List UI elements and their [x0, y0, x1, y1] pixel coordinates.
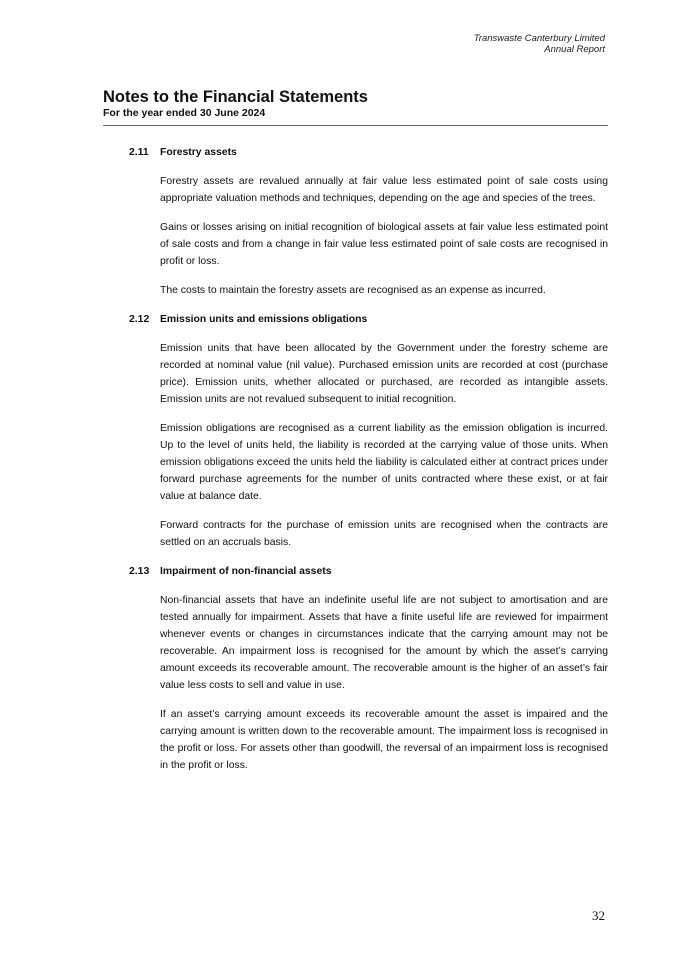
section-title: Impairment of non-financial assets — [160, 566, 332, 577]
section-emission-units — [103, 311, 608, 551]
section-number: 2.13 — [129, 566, 150, 577]
paragraph: Forward contracts for the purchase of emission units are recognised when the contracts are settled on an accruals basis. — [160, 520, 608, 548]
paragraph: Non-financial assets that have an indefinite useful life are not subject to amortisation and are tested annually for impairment. Assets that have a finite useful life are reviewed for impairment whenever events or changes in circumstances indicate that the carrying amount may not be recoverable. An impairment loss is recognised for the amount by which the asset’s carrying amount exceeds its recoverable amount. The recoverable amount is the higher of an asset’s fair value less costs to sell and value in use. — [160, 595, 608, 691]
page-number: 32 — [592, 908, 605, 923]
section-impairment — [103, 563, 608, 774]
company-name: Transwaste Canterbury Limited — [473, 33, 605, 44]
paragraph: Forestry assets are revalued annually at fair value less estimated point of sale costs using appropriate valuation methods and techniques, depending on the age and species of the trees. — [160, 176, 608, 204]
page-subtitle: For the year ended 30 June 2024 — [103, 107, 266, 119]
notes-content — [103, 144, 608, 786]
paragraph: Gains or losses arising on initial recognition of biological assets at fair value less estimated point of sale costs and from a change in fair value less estimated point of sale costs are recognised in profit or loss. — [160, 222, 608, 267]
paragraph: Emission units that have been allocated by the Government under the forestry scheme are recorded at nominal value (nil value). Purchased emission units are recorded at cost (purchase price). Emission units, whether allocated or purchased, are recorded as intangible assets. Emission units are not revalued subsequent to initial recognition. — [160, 343, 608, 405]
section-heading — [103, 144, 608, 161]
section-title: Forestry assets — [160, 147, 237, 158]
section-forestry-assets — [103, 144, 608, 299]
running-header — [474, 33, 605, 55]
paragraph: If an asset’s carrying amount exceeds its recoverable amount the asset is impaired and the carrying amount is written down to the recoverable amount. The impairment loss is recognised in the profit or loss. For assets other than goodwill, the reversal of an impairment loss is recognised in the profit or loss. — [160, 709, 608, 771]
page-title: Notes to the Financial Statements — [103, 88, 368, 106]
section-title: Emission units and emissions obligations — [160, 314, 368, 325]
report-name: Annual Report — [544, 44, 605, 55]
section-number: 2.11 — [129, 147, 149, 158]
header-divider — [103, 125, 608, 126]
section-heading — [103, 563, 608, 580]
paragraph: The costs to maintain the forestry assets are recognised as an expense as incurred. — [160, 285, 546, 296]
section-number: 2.12 — [129, 314, 150, 325]
paragraph: Emission obligations are recognised as a current liability as the emission obligation is incurred. Up to the level of units held, the liability is recorded at the carrying value of those units. When emission obligations exceed the units held the liability is calculated either at contract prices under forward purchase agreements for the number of units contracted where these exist, or at fair value at balance date. — [160, 423, 608, 502]
section-heading — [103, 311, 608, 328]
